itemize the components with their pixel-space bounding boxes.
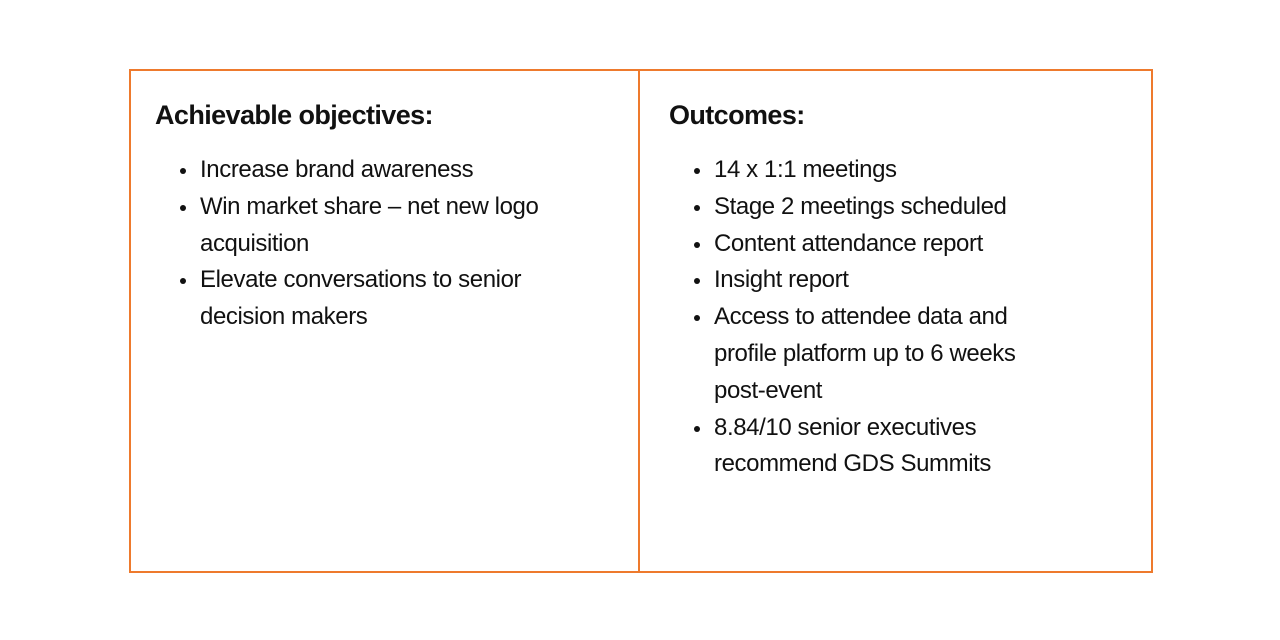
outcomes-list (669, 152, 1127, 483)
objectives-outcomes-table (129, 69, 1153, 573)
outcome-item: Insight report (714, 262, 1034, 299)
objective-item: Increase brand awareness (200, 152, 550, 189)
outcome-item: 14 x 1:1 meetings (714, 152, 1034, 189)
outcome-item: Access to attendee data and profile platform up to 6 weeks post-event (714, 299, 1034, 409)
outcome-item: 8.84/10 senior executives recommend GDS Summits (714, 410, 1034, 484)
objective-item: Win market share – net new logo acquisition (200, 189, 550, 263)
objectives-heading: Achievable objectives: (155, 100, 433, 130)
outcomes-column (640, 71, 1151, 571)
outcome-item: Stage 2 meetings scheduled (714, 189, 1034, 226)
objectives-list (155, 152, 614, 336)
objective-item: Elevate conversations to senior decision makers (200, 262, 550, 336)
objectives-column (131, 71, 640, 571)
outcomes-heading: Outcomes: (669, 100, 805, 130)
outcome-item: Content attendance report (714, 226, 1034, 263)
